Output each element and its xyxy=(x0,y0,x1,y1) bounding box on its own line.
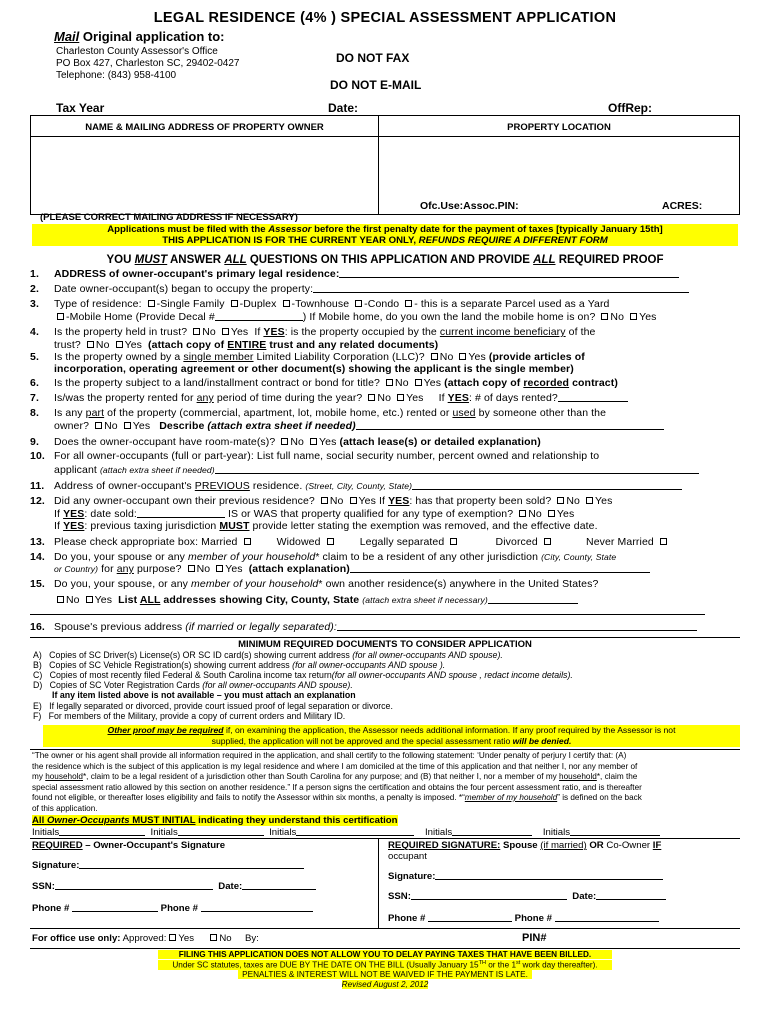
part-used-yes-checkbox[interactable] xyxy=(124,422,131,429)
doc-f: F) For members of the Military, provide a copy of current orders and Military ID. xyxy=(33,711,346,721)
filing-deadline-banner: Applications must be filed with the Assessor before the first penalty date for the payment of taxes [typically January 15th] THIS APPLICATION IS FOR THE CURRENT YEAR ONLY, REFUNDS REQUIRE A DIFFERENT FORM xyxy=(32,224,738,246)
trust-yes-checkbox[interactable] xyxy=(222,328,229,335)
question-12-cont: If YES: date sold: IS or WAS that property qualified for any type of exemption? No Yes xyxy=(54,508,575,520)
mail-address-line: PO Box 427, Charleston SC, 29402-0427 xyxy=(56,58,240,69)
yard-parcel-checkbox[interactable] xyxy=(405,300,412,307)
contract-no-checkbox[interactable] xyxy=(386,379,393,386)
decal-field[interactable] xyxy=(215,320,303,321)
owner-phone-field[interactable] xyxy=(72,911,158,912)
owner-occupants-field[interactable] xyxy=(215,473,699,474)
spouse-phone2-field[interactable] xyxy=(555,921,659,922)
date-sold-field[interactable] xyxy=(137,517,225,518)
owner-signature-heading: REQUIRED – Owner-Occupant's Signature xyxy=(32,840,226,851)
initials-row: Initials Initials Initials Initials Initials xyxy=(32,827,660,838)
spouse-address-field[interactable] xyxy=(337,630,697,631)
initials-field[interactable] xyxy=(59,835,145,836)
question-13: 13. Please check appropriate box: Married Widowed Legally separated Divorced Never Married xyxy=(30,536,669,548)
land-no-checkbox[interactable] xyxy=(601,313,608,320)
jurisdiction-explanation-field[interactable] xyxy=(350,572,650,573)
mobile-home-checkbox[interactable] xyxy=(57,313,64,320)
docs-title: MINIMUM REQUIRED DOCUMENTS TO CONSIDER APPLICATION xyxy=(238,639,532,650)
initials-field[interactable] xyxy=(570,835,660,836)
doc-a: A) Copies of SC Driver(s) License(s) OR SC ID card(s) showing current address (for all owner-occupants AND spouse). xyxy=(33,650,503,660)
assoc-pin-label: Ofc.Use:Assoc.PIN: xyxy=(420,200,519,212)
question-2: 2. Date owner-occupant(s) began to occupy the property: xyxy=(30,283,689,295)
legal-residence-field[interactable] xyxy=(339,277,679,278)
other-proof-notice: Other proof may be required if, on examining the application, the Assessor needs additional information. If any proof required by the Assessor is not supplied, the application will not be approved and the special assessment ratio will be denied. xyxy=(43,725,740,747)
question-5: 5. Is the property owned by a single member Limited Liability Corporation (LLC)? No Yes (provide articles of xyxy=(30,351,585,363)
other-jurisdiction-yes-checkbox[interactable] xyxy=(216,565,223,572)
townhouse-checkbox[interactable] xyxy=(283,300,290,307)
rented-yes-checkbox[interactable] xyxy=(397,394,404,401)
question-11: 11. Address of owner-occupant's PREVIOUS residence. (Street, City, County, State) xyxy=(30,480,682,492)
owned-previous-yes-checkbox[interactable] xyxy=(350,497,357,504)
location-box-title: PROPERTY LOCATION xyxy=(507,122,611,133)
owner-signature-field[interactable] xyxy=(79,868,304,869)
approved-yes-checkbox[interactable] xyxy=(169,934,176,941)
footer-notice-3: PENALTIES & INTEREST WILL NOT BE WAIVED IF THE PAYMENT IS LATE. xyxy=(238,970,532,979)
question-12-cont2: If YES: previous taxing jurisdiction MUST provide letter stating the exemption was removed, and the effective date. xyxy=(54,520,598,532)
owner-ssn-field[interactable] xyxy=(55,889,213,890)
single-family-checkbox[interactable] xyxy=(148,300,155,307)
mail-phone: Telephone: (843) 958-4100 xyxy=(56,70,177,81)
question-15: 15. Do you, your spouse, or any member of your household* own another residence(s) anywhere in the United States? xyxy=(30,578,599,590)
exempt-yes-checkbox[interactable] xyxy=(548,510,555,517)
exempt-no-checkbox[interactable] xyxy=(519,510,526,517)
owned-previous-no-checkbox[interactable] xyxy=(321,497,328,504)
sold-yes-checkbox[interactable] xyxy=(586,497,593,504)
married-checkbox[interactable] xyxy=(244,538,251,545)
land-yes-checkbox[interactable] xyxy=(630,313,637,320)
spouse-date-field[interactable] xyxy=(596,899,666,900)
widowed-checkbox[interactable] xyxy=(327,538,334,545)
tax-year-label: Tax Year xyxy=(56,101,105,115)
doc-c: C) Copies of most recently filed Federal & South Carolina income tax return(for all owner-occupants AND spouse , redact income details). xyxy=(33,670,573,680)
initials-field[interactable] xyxy=(452,835,532,836)
question-10-cont: applicant (attach extra sheet if needed) xyxy=(54,464,699,476)
initials-field[interactable] xyxy=(178,835,264,836)
correct-address-note: (PLEASE CORRECT MAILING ADDRESS IF NECESSARY) xyxy=(40,212,298,223)
occupy-date-field[interactable] xyxy=(313,292,689,293)
spouse-signature-row: Signature: xyxy=(388,871,663,882)
beneficiary-no-checkbox[interactable] xyxy=(87,341,94,348)
do-not-email: DO NOT E-MAIL xyxy=(330,78,422,92)
doc-b: B) Copies of SC Vehicle Registration(s) showing current address (for all owner-occupants AND spouse ). xyxy=(33,660,446,670)
question-12: 12. Did any owner-occupant own their previous residence? No Yes If YES: has that property been sold? No Yes xyxy=(30,495,613,507)
owner-ssn-row: SSN: Date: xyxy=(32,881,316,892)
page-title: LEGAL RESIDENCE (4% ) SPECIAL ASSESSMENT APPLICATION xyxy=(153,10,617,26)
question-14: 14. Do you, your spouse or any member of your household* claim to be a resident of any other jurisdiction (City, County, State xyxy=(30,551,617,563)
initials-field[interactable] xyxy=(296,835,414,836)
divorced-checkbox[interactable] xyxy=(544,538,551,545)
spouse-phone-row: Phone # Phone # xyxy=(388,913,659,924)
question-1: 1. ADDRESS of owner-occupant's primary legal residence: xyxy=(30,268,679,280)
question-3: 3. Type of residence: -Single Family -Duplex -Townhouse -Condo - this is a separate Parcel used as a Yard xyxy=(30,298,610,310)
question-4: 4. Is the property held in trust? No Yes If YES: is the property occupied by the current income beneficiary of the xyxy=(30,326,596,338)
trust-no-checkbox[interactable] xyxy=(193,328,200,335)
question-5-cont: incorporation, operating agreement or other document(s) showing the applicant is the single member) xyxy=(54,363,574,375)
revision-date: Revised August 2, 2012 xyxy=(341,980,429,989)
question-15-cont: No Yes List ALL addresses showing City, County, State (attach extra sheet if necessary) xyxy=(54,594,578,606)
question-16: 16. Spouse's previous address (if married or legally separated): xyxy=(30,621,697,633)
days-rented-field[interactable] xyxy=(558,401,628,402)
doc-d: D) Copies of SC Voter Registration Cards (for all owner-occupants AND spouse). xyxy=(33,680,353,690)
beneficiary-yes-checkbox[interactable] xyxy=(116,341,123,348)
owner-phone2-field[interactable] xyxy=(201,911,313,912)
spouse-ssn-row: SSN: Date: xyxy=(388,891,666,902)
describe-field[interactable] xyxy=(356,429,664,430)
question-14-cont: or Country) for any purpose? No Yes (attach explanation) xyxy=(54,563,650,575)
previous-residence-field[interactable] xyxy=(412,489,682,490)
never-married-checkbox[interactable] xyxy=(660,538,667,545)
llc-no-checkbox[interactable] xyxy=(431,353,438,360)
spouse-signature-heading: REQUIRED SIGNATURE: Spouse (if married) OR Co-Owner IF xyxy=(388,840,662,851)
questions-heading: YOU MUST ANSWER ALL QUESTIONS ON THIS APPLICATION AND PROVIDE ALL REQUIRED PROOF xyxy=(106,254,664,266)
question-4-cont: trust? No Yes (attach copy of ENTIRE trust and any related documents) xyxy=(54,339,439,351)
pin-label: PIN# xyxy=(522,932,547,944)
roommate-no-checkbox[interactable] xyxy=(281,438,288,445)
owner-signature-row: Signature: xyxy=(32,860,304,871)
other-residence-yes-checkbox[interactable] xyxy=(86,596,93,603)
mail-address-line: Charleston County Assessor's Office xyxy=(56,46,218,57)
acres-label: ACRES: xyxy=(662,200,703,212)
part-used-no-checkbox[interactable] xyxy=(95,422,102,429)
spouse-signature-field[interactable] xyxy=(435,879,663,880)
roommate-yes-checkbox[interactable] xyxy=(310,438,317,445)
initial-instruction: All Owner-Occupants MUST INITIAL indicating they understand this certification xyxy=(32,815,398,826)
question-3-mobile: -Mobile Home (Provide Decal # ) If Mobile home, do you own the land the mobile home is on? No Yes xyxy=(54,311,657,323)
owner-phone-row: Phone # Phone # xyxy=(32,903,313,914)
docs-explanation-note: If any item listed above is not available – you must attach an explanation xyxy=(52,690,356,700)
owner-date-field[interactable] xyxy=(242,889,316,890)
sold-no-checkbox[interactable] xyxy=(557,497,564,504)
doc-e: E) If legally separated or divorced, provide court issued proof of legal separation or divorce. xyxy=(33,701,393,711)
question-10: 10. For all owner-occupants (full or part-year): List full name, social security number, percent owned and relationship to xyxy=(30,450,600,462)
other-residence-no-checkbox[interactable] xyxy=(57,596,64,603)
footer-notice-2: Under SC statutes, taxes are DUE BY THE DATE ON THE BILL (Usually January 15TH or the 1st work day thereafter). xyxy=(158,960,612,970)
question-8-cont: owner? No Yes Describe (attach extra sheet if needed) xyxy=(54,420,664,432)
question-7: 7. Is/was the property rented for any period of time during the year? No Yes If YES: # of days rented? xyxy=(30,392,628,404)
approved-no-checkbox[interactable] xyxy=(210,934,217,941)
certification-text: “The owner or his agent shall provide all information required in the application, and shall certify to the following statement: ‘Under penalty of perjury I certify that: (A) the residence which is the subject of this application is my legal residence and where I am domiciled at the time of this application and that neither I, nor any member of my household*, claim to be a legal resident of a jurisdiction other than South Carolina for any purpose; and (B) that neither I, nor a member of my household*, claim the special assessment ratio allowed by this section on another residence.” If a person signs the certification and obtains the four percent assessment ratio, and is thereafter found not eligible, or thereafter loses eligibility and fails to notify the Assessor within six months, a penalty is imposed. *“member of my household” is defined on the back of this application. xyxy=(32,751,642,813)
footer-notice-1: FILING THIS APPLICATION DOES NOT ALLOW YOU TO DELAY PAYING TAXES THAT HAVE BEEN BILLED. xyxy=(158,950,612,959)
separated-checkbox[interactable] xyxy=(450,538,457,545)
condo-checkbox[interactable] xyxy=(355,300,362,307)
duplex-checkbox[interactable] xyxy=(231,300,238,307)
contract-yes-checkbox[interactable] xyxy=(415,379,422,386)
spouse-ssn-field[interactable] xyxy=(411,899,567,900)
do-not-fax: DO NOT FAX xyxy=(336,51,410,65)
other-jurisdiction-no-checkbox[interactable] xyxy=(188,565,195,572)
owner-box-title: NAME & MAILING ADDRESS OF PROPERTY OWNER xyxy=(85,122,324,133)
office-use-row: For office use only: Approved: Yes No By: xyxy=(32,933,259,944)
other-residence-field[interactable] xyxy=(488,603,578,604)
question-8: 8. Is any part of the property (commercial, apartment, lot, mobile home, etc.) rented or used by someone other than the xyxy=(30,407,607,419)
rented-no-checkbox[interactable] xyxy=(368,394,375,401)
date-label: Date: xyxy=(328,101,359,115)
spouse-phone-field[interactable] xyxy=(428,921,512,922)
mail-label: Mail Original application to: xyxy=(54,29,225,44)
llc-yes-checkbox[interactable] xyxy=(459,353,466,360)
spouse-occupant-label: occupant xyxy=(388,851,427,862)
question-6: 6. Is the property subject to a land/installment contract or bond for title? No Yes (attach copy of recorded contract) xyxy=(30,377,618,389)
question-9: 9. Does the owner-occupant have room-mate(s)? No Yes (attach lease(s) or detailed explanation) xyxy=(30,436,541,448)
q15-extra-line[interactable] xyxy=(30,614,705,615)
offrep-label: OffRep: xyxy=(608,101,652,115)
